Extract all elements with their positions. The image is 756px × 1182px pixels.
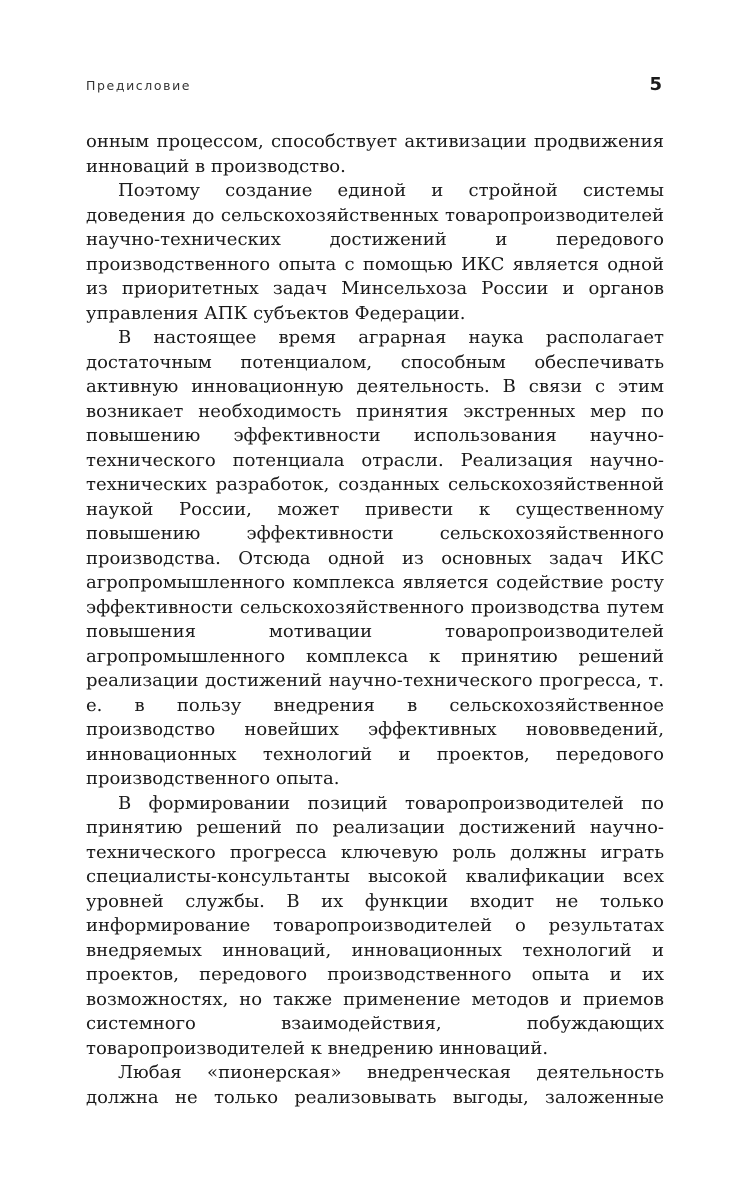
page-number: 5 xyxy=(649,74,662,95)
body-text xyxy=(86,130,664,1110)
paragraph-ics-system: Поэтому создание единой и стройной системы доведения до сельскохозяйственных товаропроизводителей научно-технических достижений и передового производственного опыта с помощью ИКС является одной из приоритетных задач Минсельхоза России и органов управления АПК субъектов Федерации. xyxy=(86,180,664,324)
section-title: Предисловие xyxy=(86,78,192,93)
paragraph-agrarian-science: В настоящее время аграрная наука располагает достаточным потенциалом, способным обеспечивать активную инновационную деятельность. В связи с этим возникает необходимость принятия экстренных мер по повышению эффективности использования научно-технического потенциала отрасли. Реализация научно-технических разработок, созданных сельскохозяйственной наукой России, может привести к существенному повышению эффективности сельскохозяйственного производства. Отсюда одной из основных задач ИКС агропромышленного комплекса является содействие росту эффективности сельскохозяйственного производства путем повышения мотивации товаропроизводителей агропромышленного комплекса к принятию решений реализации достижений научно-технического прогресса, т. е. в пользу внедрения в сельскохозяйственное производство новейших эффективных нововведений, инновационных технологий и проектов, передового производственного опыта. xyxy=(86,327,664,789)
paragraph-consultants-role: В формировании позиций товаропроизводителей по принятию решений по реализации достижений научно-технического прогресса ключевую роль должны играть специалисты-консультанты высокой квалификации всех уровней службы. В их функции входит не только информирование товаропроизводителей о результатах внедряемых инноваций, инновационных технологий и проектов, передового производственного опыта и их возможностях, но также применение методов и приемов системного взаимодействия, побуждающих товаропроизводителей к внедрению инноваций. xyxy=(86,792,664,1059)
running-head xyxy=(86,76,664,96)
paragraph-pioneer-activity: Любая «пионерская» внедренческая деятельность должна не только реализовывать выгоды, заложенные xyxy=(86,1062,664,1108)
paragraph-continuation: онным процессом, способствует активизации продвижения инноваций в производство. xyxy=(86,131,664,177)
